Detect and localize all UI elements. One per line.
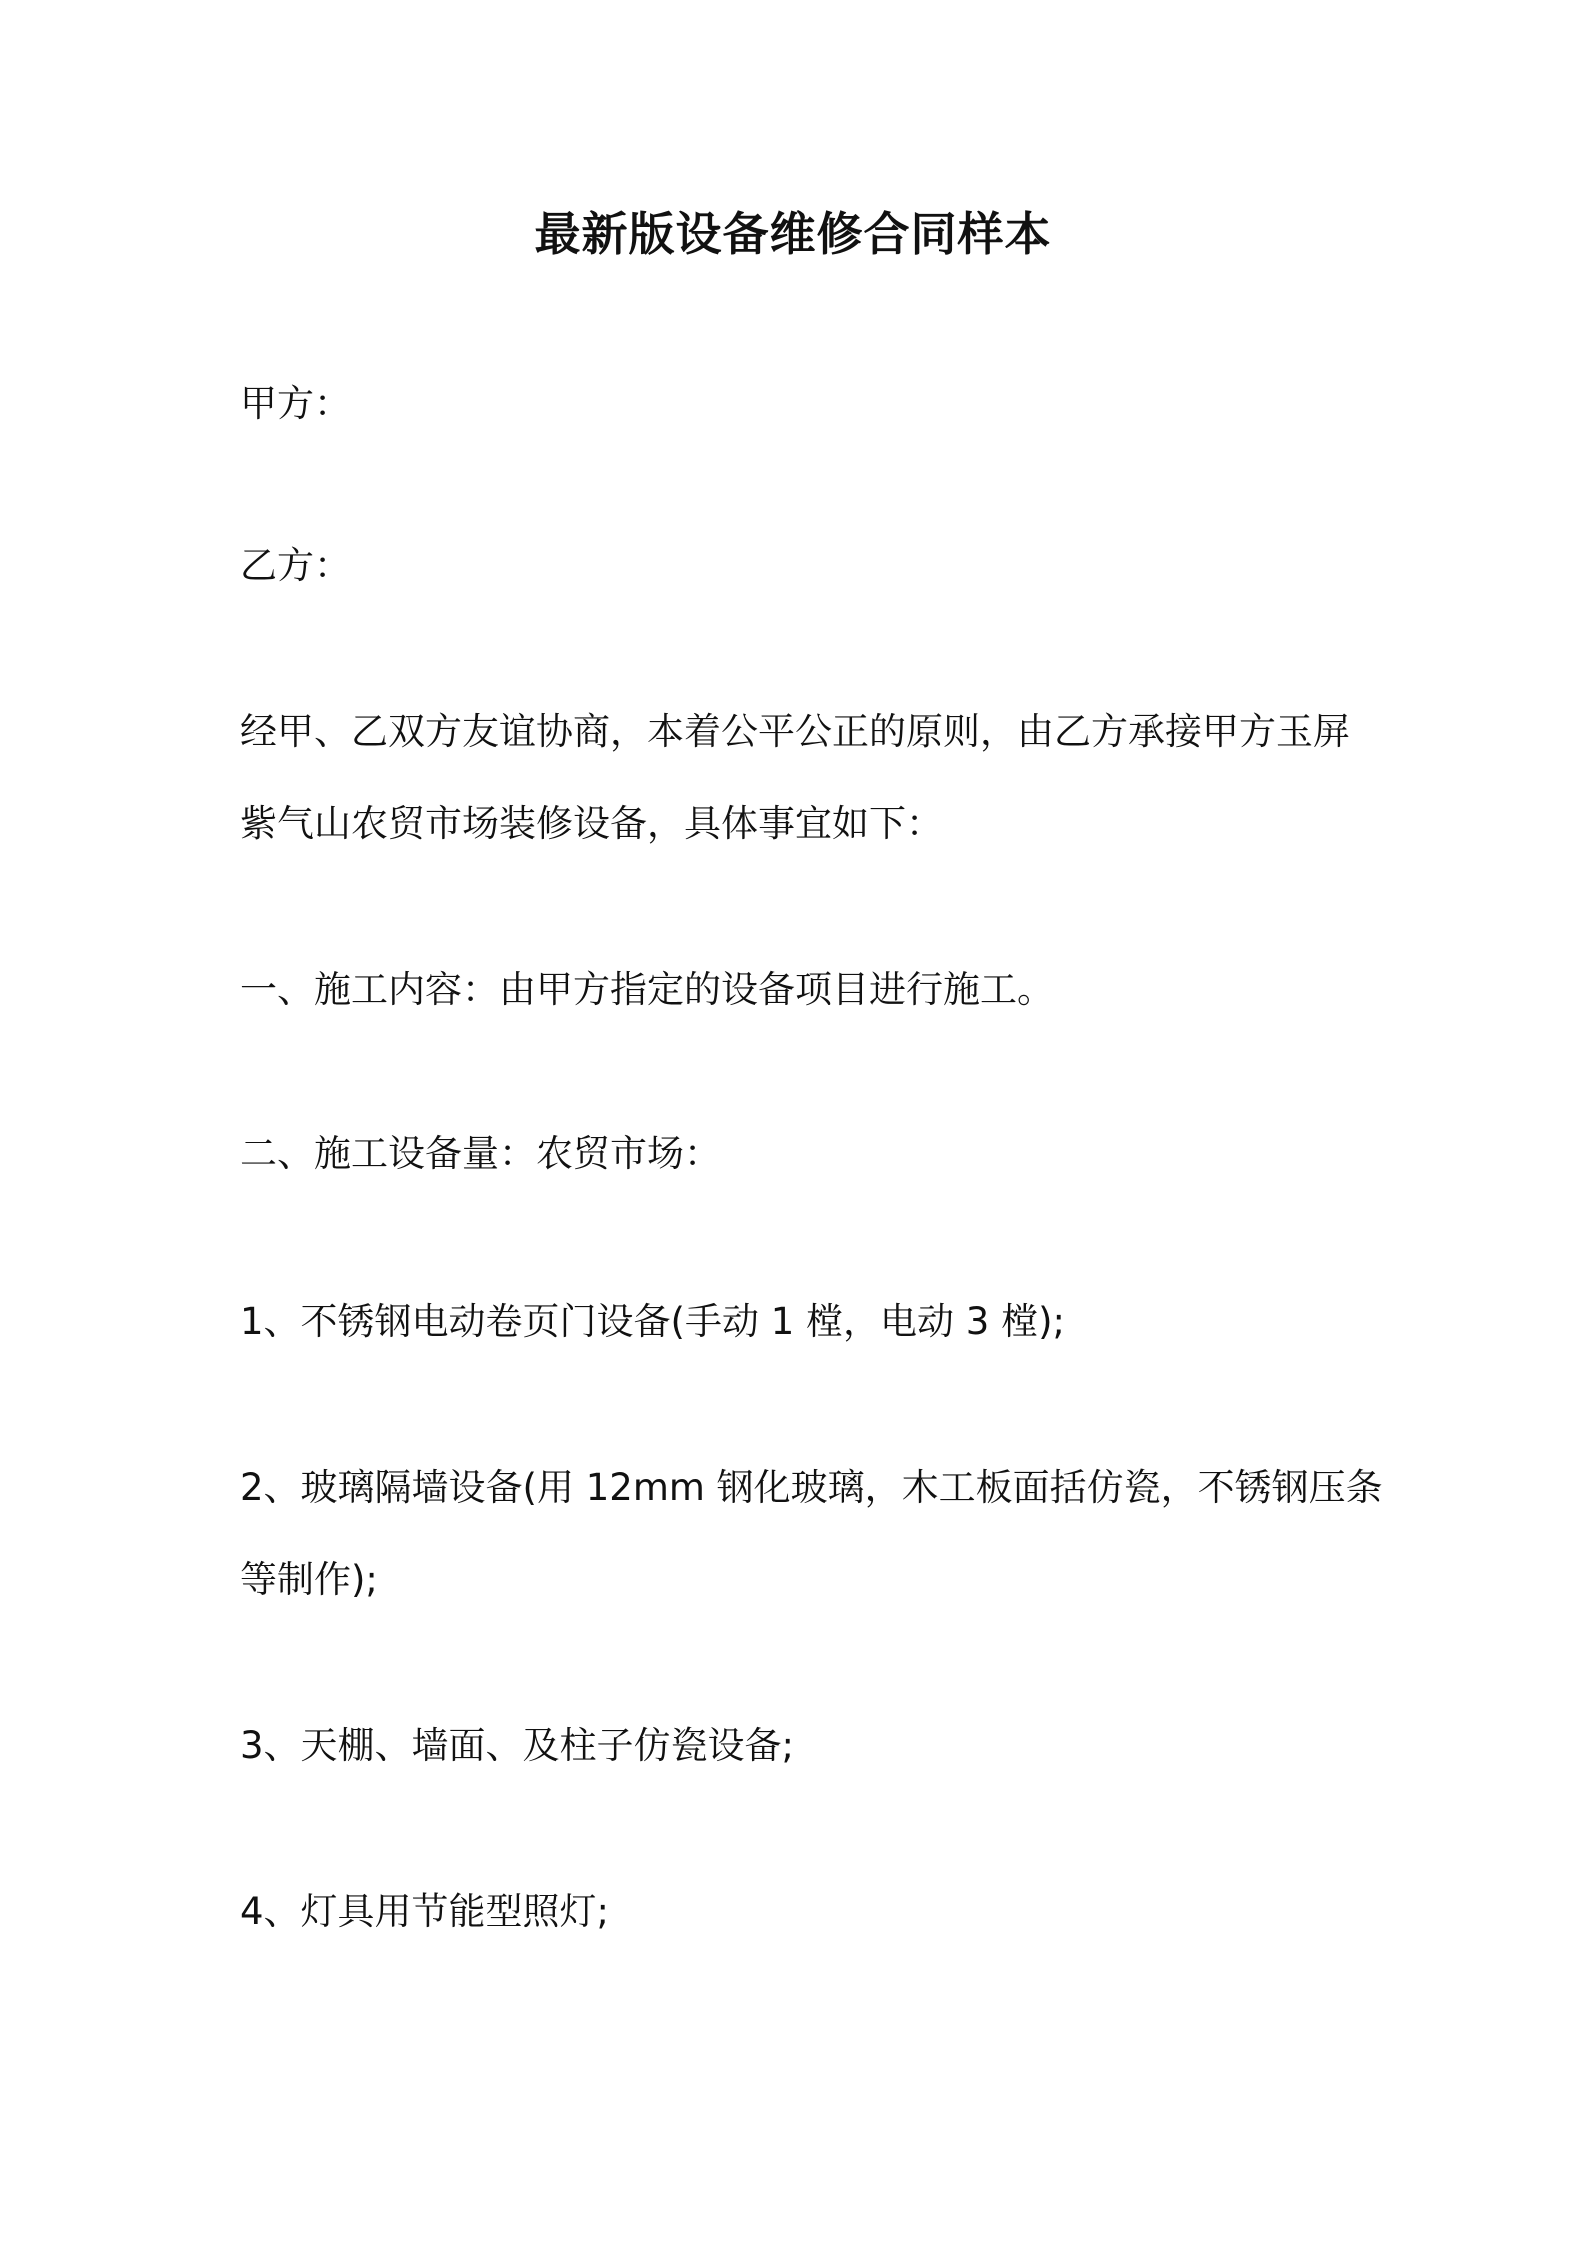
party-b-line: 乙方：: [240, 544, 351, 587]
item-2-line-1: 2、玻璃隔墙设备(用 12mm 钢化玻璃，木工板面括仿瓷，不锈钢压条: [240, 1466, 1383, 1509]
item-2-line-2: 等制作);: [240, 1558, 378, 1601]
item-4: 4、灯具用节能型照灯;: [240, 1890, 610, 1933]
section-2: 二、施工设备量：农贸市场：: [240, 1132, 721, 1175]
party-a-line: 甲方：: [240, 382, 351, 425]
intro-line-1: 经甲、乙双方友谊协商，本着公平公正的原则，由乙方承接甲方玉屏: [240, 710, 1350, 753]
intro-line-2: 紫气山农贸市场装修设备，具体事宜如下：: [240, 802, 943, 845]
item-1: 1、不锈钢电动卷页门设备(手动 1 樘，电动 3 樘);: [240, 1300, 1066, 1343]
item-3: 3、天棚、墙面、及柱子仿瓷设备;: [240, 1724, 795, 1767]
document-title: 最新版设备维修合同样本: [534, 207, 1052, 261]
section-1: 一、施工内容：由甲方指定的设备项目进行施工。: [240, 968, 1054, 1011]
